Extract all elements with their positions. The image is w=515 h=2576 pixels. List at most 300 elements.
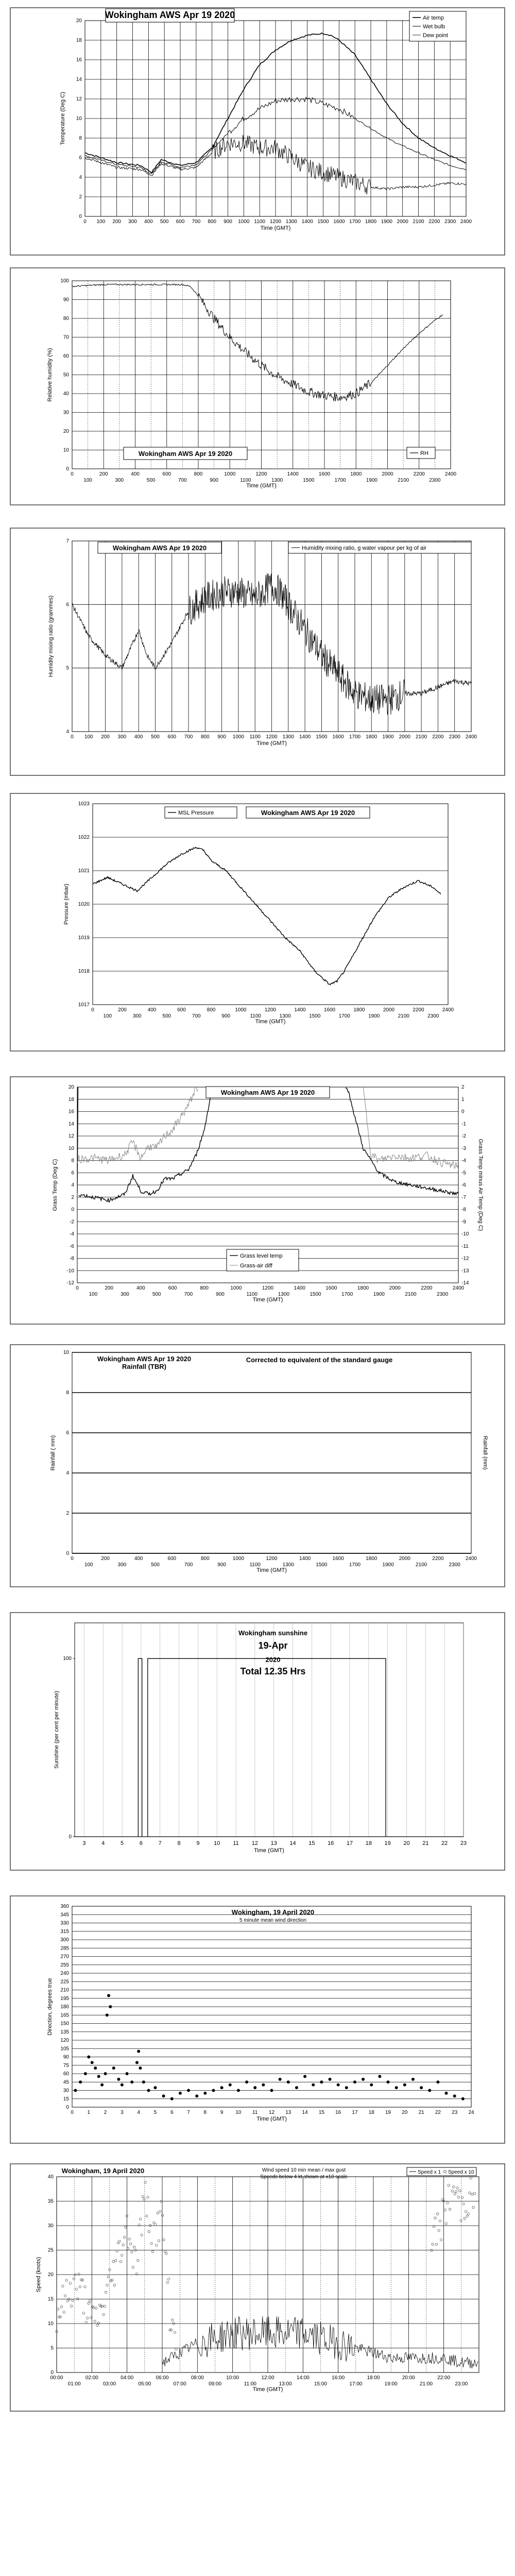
x-tick-label: 600 (167, 1556, 177, 1562)
x-tick-label: 800 (194, 471, 203, 477)
x-tick-label: 4 (137, 2110, 140, 2115)
x-tick-label: 2300 (427, 1013, 439, 1019)
wind-direction-point (461, 2097, 465, 2100)
y-axis-label: Pressure (mbar) (63, 884, 70, 925)
y-right-tick-label: 2 (461, 1084, 465, 1090)
chart-note: Speeds below 4 kt shown at x10 scale (260, 2174, 348, 2180)
y-axis-label: Grass Temp (Deg C) (52, 1159, 58, 1211)
y-tick-label: 1019 (78, 935, 90, 941)
x-tick-label: 20:00 (402, 2375, 415, 2381)
x-tick-label: 16 (328, 1840, 334, 1846)
x-tick-label: 400 (147, 1007, 157, 1013)
y-tick-label: 2 (66, 1511, 69, 1516)
x-tick-label: 500 (160, 219, 169, 225)
chart-title: Wokingham AWS Apr 19 2020 (138, 450, 233, 457)
y-tick-label: -8 (70, 1256, 74, 1262)
x-tick-label: 1100 (249, 1562, 261, 1568)
x-tick-label: 17 (346, 1840, 353, 1846)
x-tick-label: 2100 (416, 734, 427, 740)
y-tick-label: 75 (63, 2062, 69, 2069)
y-tick-label: 330 (60, 1920, 69, 1926)
y-tick-label: 0 (66, 2105, 69, 2110)
x-tick-label: 03:00 (102, 2381, 116, 2387)
x-tick-label: 14:00 (296, 2375, 310, 2381)
chart-subtitle: 19-Apr (258, 1640, 288, 1651)
x-tick-label: 8 (203, 2110, 207, 2115)
x-tick-label: 12 (268, 2110, 275, 2115)
y-tick-label: 135 (60, 2029, 69, 2035)
x-tick-label: 1200 (255, 471, 267, 477)
y-tick-label: 255 (60, 1962, 69, 1968)
x-tick-label: 2400 (460, 219, 472, 225)
x-tick-label: 3 (82, 1840, 86, 1846)
y-tick-label: 10 (76, 116, 82, 122)
x-tick-label: 800 (207, 1007, 216, 1013)
x-tick-label: 2200 (413, 471, 425, 477)
x-tick-label: 21 (418, 2110, 424, 2115)
y-tick-label: 2 (79, 194, 82, 200)
x-tick-label: 700 (184, 1292, 193, 1297)
chart-annotation: Corrected to equivalent of the standard gauge (246, 1356, 393, 1364)
chart-title: Wokingham AWS Apr 19 2020 (112, 544, 207, 552)
x-tick-label: 1800 (366, 734, 377, 740)
x-tick-label: 100 (96, 219, 106, 225)
x-tick-label: 13 (270, 1840, 277, 1846)
x-tick-label: 09:00 (208, 2381, 222, 2387)
x-tick-label: 2000 (399, 1556, 410, 1562)
y-tick-label: 1023 (78, 801, 90, 807)
x-axis-label: Time (GMT) (256, 2116, 287, 2122)
chart-title: Wokingham AWS Apr 19 2020 (220, 1089, 315, 1096)
chart-title: Wokingham AWS Apr 19 2020 (97, 1355, 192, 1363)
wind-direction-point (74, 2089, 77, 2092)
wind-direction-point (370, 2083, 373, 2087)
wind-direction-point (411, 2078, 415, 2081)
y-tick-label: 30 (63, 410, 69, 416)
y-tick-label: 195 (60, 1995, 69, 2002)
x-tick-label: 1100 (250, 1013, 262, 1019)
wind-direction-point (245, 2080, 248, 2083)
x-tick-label: 900 (224, 219, 232, 225)
wind-direction-point (445, 2092, 448, 2095)
chart-title: Wokingham, 19 April 2020 (231, 1908, 315, 1916)
x-tick-label: 1 (87, 2110, 91, 2115)
wind-direction-point (270, 2089, 273, 2092)
wind-direction-point (312, 2083, 315, 2087)
x-tick-label: 15 (308, 1840, 315, 1846)
wind-direction-point (109, 2005, 112, 2008)
y-right-tick-label: -12 (461, 1256, 469, 1262)
x-tick-label: 0 (71, 2110, 74, 2115)
wind-direction-point (453, 2094, 456, 2097)
y-tick-label: 10 (63, 447, 69, 453)
x-tick-label: 0 (91, 1007, 94, 1013)
x-tick-label: 24 (468, 2110, 474, 2115)
wind-direction-point (162, 2094, 165, 2097)
x-tick-label: 20 (403, 1840, 410, 1846)
x-tick-label: 1600 (325, 1285, 337, 1291)
wind-direction-point (345, 2086, 348, 2089)
x-tick-label: 19:00 (384, 2381, 398, 2387)
x-tick-label: 400 (144, 219, 153, 225)
x-tick-label: 9 (196, 1840, 200, 1846)
chart-title: Wokingham sunshine (238, 1629, 308, 1637)
y-right-tick-label: -14 (461, 1280, 469, 1286)
y-tick-label: 90 (63, 297, 69, 303)
y-axis-label: Humidity mixing ratio (grammes) (48, 595, 54, 677)
x-tick-label: 22 (441, 1840, 448, 1846)
y-tick-label: 0 (50, 2370, 54, 2376)
y-tick-label: 12 (76, 96, 82, 102)
x-tick-label: 100 (84, 1562, 93, 1568)
wind-direction-point (237, 2089, 240, 2092)
wind-direction-point (104, 2072, 107, 2075)
x-tick-label: 100 (89, 1292, 98, 1297)
x-tick-label: 1000 (232, 734, 245, 740)
wind-direction-point (320, 2080, 323, 2083)
wind-direction-point (428, 2089, 431, 2092)
y-tick-label: 210 (60, 1987, 69, 1993)
y-tick-label: 240 (60, 1971, 69, 1976)
y-right-tick-label: -6 (461, 1182, 466, 1188)
wind-direction-point (139, 2066, 142, 2070)
wind-direction-point (229, 2083, 232, 2087)
y-tick-label: 30 (47, 2223, 54, 2229)
x-tick-label: 200 (105, 1285, 114, 1291)
y-tick-label: 7 (66, 538, 69, 544)
x-axis-label: Time (GMT) (252, 2386, 283, 2393)
x-tick-label: 22:00 (437, 2375, 451, 2381)
y-tick-label: 10 (68, 1145, 74, 1151)
x-tick-label: 5 (121, 1840, 124, 1846)
chart-title: Wokingham, 19 April 2020 (61, 2167, 145, 2175)
x-tick-label: 1500 (309, 1013, 321, 1019)
x-tick-label: 1700 (349, 734, 361, 740)
y-right-tick-label: -3 (461, 1145, 466, 1151)
x-tick-label: 800 (200, 1556, 210, 1562)
wind-direction-point (100, 2083, 104, 2087)
y-tick-label: 80 (63, 316, 69, 321)
y-tick-label: 0 (66, 1551, 69, 1556)
y-tick-label: 5 (66, 665, 69, 671)
x-tick-label: 07:00 (173, 2381, 186, 2387)
x-tick-label: 2000 (397, 219, 408, 225)
x-tick-label: 1300 (285, 219, 297, 225)
wind-direction-point (220, 2086, 224, 2089)
y-tick-label: 18 (68, 1096, 74, 1103)
x-tick-label: 1800 (365, 219, 377, 225)
y-tick-label: 16 (76, 57, 82, 63)
x-tick-label: 16 (335, 2110, 341, 2115)
y-right-axis-label: Grass Temp minus Air Temp (Deg C) (477, 1139, 484, 1231)
x-tick-label: 2 (104, 2110, 107, 2115)
x-tick-label: 100 (83, 478, 92, 483)
y-tick-label: 10 (47, 2321, 54, 2327)
y-tick-label: 8 (66, 1390, 69, 1396)
y-right-tick-label: -11 (461, 1243, 469, 1249)
x-axis-label: Time (GMT) (260, 225, 291, 231)
legend-label: Wet bulb (423, 24, 445, 30)
x-tick-label: 900 (217, 734, 226, 740)
x-tick-label: 1900 (366, 478, 377, 483)
y-tick-label: 40 (47, 2174, 54, 2180)
y-right-tick-label: -7 (461, 1194, 466, 1200)
y-tick-label: 1017 (78, 1002, 90, 1008)
wind-direction-point (353, 2080, 356, 2083)
y-tick-label: -4 (70, 1231, 74, 1237)
chart-total: Total 12.35 Hrs (240, 1666, 306, 1676)
y-tick-label: 1018 (78, 969, 90, 974)
x-tick-label: 1900 (368, 1013, 380, 1019)
x-tick-label: 900 (221, 1013, 231, 1019)
x-tick-label: 17:00 (349, 2381, 363, 2387)
chart-year: 2020 (265, 1656, 281, 1664)
x-tick-label: 2100 (416, 1562, 427, 1568)
wind-direction-point (203, 2092, 207, 2095)
y-right-tick-label: -10 (461, 1231, 469, 1237)
x-tick-label: 1500 (316, 1562, 328, 1568)
y-right-tick-label: -8 (461, 1207, 466, 1213)
x-tick-label: 500 (151, 734, 160, 740)
chart-subtitle: Wind speed 10 min mean / max gust (262, 2167, 346, 2173)
wind-direction-point (287, 2080, 290, 2083)
x-tick-label: 19 (384, 1840, 391, 1846)
x-tick-label: 14 (289, 1840, 296, 1846)
y-axis-label: Relative humidity (%) (47, 348, 53, 402)
x-tick-label: 02:00 (85, 2375, 98, 2381)
x-tick-label: 8 (177, 1840, 181, 1846)
y-tick-label: 20 (63, 429, 69, 434)
x-tick-label: 2000 (382, 471, 393, 477)
x-tick-label: 1500 (317, 219, 329, 225)
x-tick-label: 3 (121, 2110, 124, 2115)
y-tick-label: 20 (76, 18, 82, 24)
x-tick-label: 10:00 (226, 2375, 239, 2381)
y-tick-label: 15 (47, 2296, 54, 2302)
x-tick-label: 200 (99, 471, 108, 477)
x-tick-label: 2200 (421, 1285, 433, 1291)
x-tick-label: 10 (214, 1840, 220, 1846)
y-tick-label: -10 (66, 1268, 74, 1274)
x-axis-label: Time (GMT) (256, 740, 287, 747)
y-right-tick-label: 0 (461, 1109, 465, 1115)
x-tick-label: 600 (176, 219, 185, 225)
x-tick-label: 21:00 (419, 2381, 433, 2387)
y-right-tick-label: -2 (461, 1133, 466, 1139)
y-tick-label: 6 (66, 602, 69, 608)
y-tick-label: 14 (76, 77, 82, 82)
legend-label: Grass-air diff (240, 1263, 272, 1269)
x-tick-label: 2100 (398, 478, 409, 483)
y-tick-label: 0 (79, 214, 82, 219)
x-tick-label: 100 (103, 1013, 112, 1019)
x-tick-label: 400 (131, 471, 140, 477)
wind-direction-point (79, 2080, 82, 2083)
x-tick-label: 700 (184, 1562, 193, 1568)
x-axis-label: Time (GMT) (246, 483, 277, 489)
x-tick-label: 2300 (449, 1562, 460, 1568)
x-tick-label: 200 (112, 219, 122, 225)
wind-direction-point (253, 2086, 256, 2089)
y-tick-label: 1022 (78, 835, 90, 840)
x-tick-label: 23 (460, 1840, 467, 1846)
x-tick-label: 1700 (334, 478, 346, 483)
y-tick-label: 225 (60, 1979, 69, 1985)
x-tick-label: 1000 (230, 1285, 242, 1291)
x-tick-label: 2100 (413, 219, 424, 225)
y-tick-label: 20 (47, 2272, 54, 2278)
wind-direction-point (91, 2061, 94, 2064)
x-tick-label: 1800 (353, 1007, 365, 1013)
y-tick-label: 60 (63, 353, 69, 359)
x-tick-label: 12 (251, 1840, 259, 1846)
x-axis-label: Time (GMT) (255, 1019, 286, 1025)
x-tick-label: 500 (162, 1013, 171, 1019)
x-tick-label: 2000 (399, 734, 410, 740)
x-tick-label: 1300 (282, 1562, 294, 1568)
wind-direction-point (387, 2080, 390, 2083)
x-tick-label: 2000 (383, 1007, 395, 1013)
x-tick-label: 22 (435, 2110, 441, 2115)
x-tick-label: 0 (71, 471, 74, 477)
y-tick-label: 90 (63, 2054, 69, 2060)
x-tick-label: 11 (252, 2110, 258, 2115)
chart-title: Wokingham AWS Apr 19 2020 (261, 809, 355, 817)
wind-direction-point (117, 2078, 120, 2081)
y-tick-label: 150 (60, 2021, 69, 2027)
y-tick-label: 0 (68, 1834, 72, 1840)
wind-direction-point (295, 2086, 298, 2089)
x-tick-label: 1200 (266, 734, 278, 740)
x-tick-label: 2200 (413, 1007, 424, 1013)
x-tick-label: 300 (132, 1013, 142, 1019)
wind-direction-point (303, 2075, 306, 2078)
x-tick-label: 1000 (238, 219, 250, 225)
x-tick-label: 1500 (316, 734, 328, 740)
y-tick-label: 35 (47, 2198, 54, 2205)
legend-label: Humidity mixing ratio, g water vapour per kg of air (302, 545, 427, 551)
y-tick-label: 120 (60, 2038, 69, 2043)
y-right-tick-label: -9 (461, 1219, 466, 1225)
wind-direction-point (262, 2083, 265, 2087)
y-tick-label: 50 (63, 372, 69, 378)
x-tick-label: 1200 (262, 1285, 274, 1291)
x-tick-label: 1200 (264, 1007, 277, 1013)
x-tick-label: 00:00 (50, 2375, 63, 2381)
x-tick-label: 2300 (437, 1292, 449, 1297)
y-tick-label: 14 (68, 1121, 74, 1127)
x-tick-label: 2400 (465, 1556, 477, 1562)
y-tick-label: 4 (79, 175, 82, 180)
x-tick-label: 2000 (389, 1285, 401, 1291)
x-tick-label: 06:00 (156, 2375, 169, 2381)
x-tick-label: 08:00 (191, 2375, 204, 2381)
legend-label: Speed x 1 (418, 2170, 441, 2175)
x-tick-label: 2300 (449, 734, 460, 740)
x-tick-label: 700 (178, 478, 187, 483)
x-tick-label: 11 (233, 1840, 239, 1846)
x-tick-label: 7 (187, 2110, 190, 2115)
x-tick-label: 600 (162, 471, 171, 477)
y-right-tick-label: 1 (461, 1096, 465, 1103)
x-tick-label: 400 (134, 734, 143, 740)
x-tick-label: 6 (139, 1840, 143, 1846)
x-tick-label: 1300 (271, 478, 283, 483)
wind-direction-point (112, 2066, 115, 2070)
chart-subtitle: 5 minute mean wind direction (239, 1918, 307, 1923)
x-tick-label: 5 (153, 2110, 157, 2115)
x-tick-label: 1100 (246, 1292, 258, 1297)
wind-direction-point (137, 2050, 140, 2053)
x-tick-label: 1000 (235, 1007, 247, 1013)
wind-direction-point (106, 2013, 109, 2016)
x-tick-label: 1900 (381, 219, 392, 225)
x-tick-label: 17 (352, 2110, 358, 2115)
x-tick-label: 1800 (350, 471, 362, 477)
x-tick-label: 1300 (278, 1292, 289, 1297)
y-axis-label: Sunshine (per cent per minute) (54, 1690, 60, 1769)
wind-direction-point (187, 2089, 190, 2092)
y-tick-label: 8 (79, 135, 82, 141)
y-tick-label: 4 (66, 729, 69, 735)
x-tick-label: 700 (192, 1013, 201, 1019)
wind-direction-point (212, 2089, 215, 2092)
x-tick-label: 15:00 (314, 2381, 328, 2387)
x-tick-label: 300 (117, 734, 127, 740)
x-tick-label: 0 (76, 1285, 79, 1291)
x-tick-label: 1600 (332, 1556, 344, 1562)
wind-direction-point (436, 2080, 439, 2083)
x-tick-label: 01:00 (67, 2381, 81, 2387)
x-tick-label: 1900 (373, 1292, 385, 1297)
x-tick-label: 13:00 (279, 2381, 292, 2387)
y-tick-label: 30 (63, 2088, 69, 2094)
x-tick-label: 11:00 (244, 2381, 256, 2387)
wind-direction-point (329, 2078, 332, 2081)
x-tick-label: 900 (210, 478, 218, 483)
y-tick-label: 345 (60, 1912, 69, 1918)
x-tick-label: 1600 (333, 219, 345, 225)
legend-label: RH (420, 450, 428, 456)
y-right-axis-label: Rainfall (mm) (482, 1436, 488, 1470)
x-tick-label: 1400 (294, 1007, 306, 1013)
x-tick-label: 500 (146, 478, 156, 483)
wind-direction-point (121, 2083, 124, 2087)
x-tick-label: 1700 (349, 1562, 361, 1568)
x-tick-label: 21 (422, 1840, 429, 1846)
x-tick-label: 6 (170, 2110, 174, 2115)
x-tick-label: 1400 (299, 1556, 311, 1562)
y-right-tick-label: -5 (461, 1170, 466, 1176)
wind-direction-point (337, 2083, 340, 2087)
y-tick-label: 0 (66, 466, 69, 472)
x-tick-label: 2400 (444, 471, 457, 477)
y-tick-label: -12 (66, 1280, 74, 1286)
x-tick-label: 0 (71, 734, 74, 740)
x-tick-label: 1300 (282, 734, 294, 740)
x-tick-label: 1600 (323, 1007, 336, 1013)
x-tick-label: 1600 (332, 734, 344, 740)
x-tick-label: 100 (84, 734, 93, 740)
chart-title: Wokingham AWS Apr 19 2020 (105, 10, 235, 20)
x-tick-label: 2100 (398, 1013, 409, 1019)
x-tick-label: 05:00 (138, 2381, 151, 2387)
y-tick-label: 4 (66, 1470, 69, 1476)
x-tick-label: 04:00 (121, 2375, 134, 2381)
x-tick-label: 10 (235, 2110, 242, 2115)
y-tick-label: 360 (60, 1904, 69, 1909)
y-right-tick-label: -13 (461, 1268, 469, 1274)
